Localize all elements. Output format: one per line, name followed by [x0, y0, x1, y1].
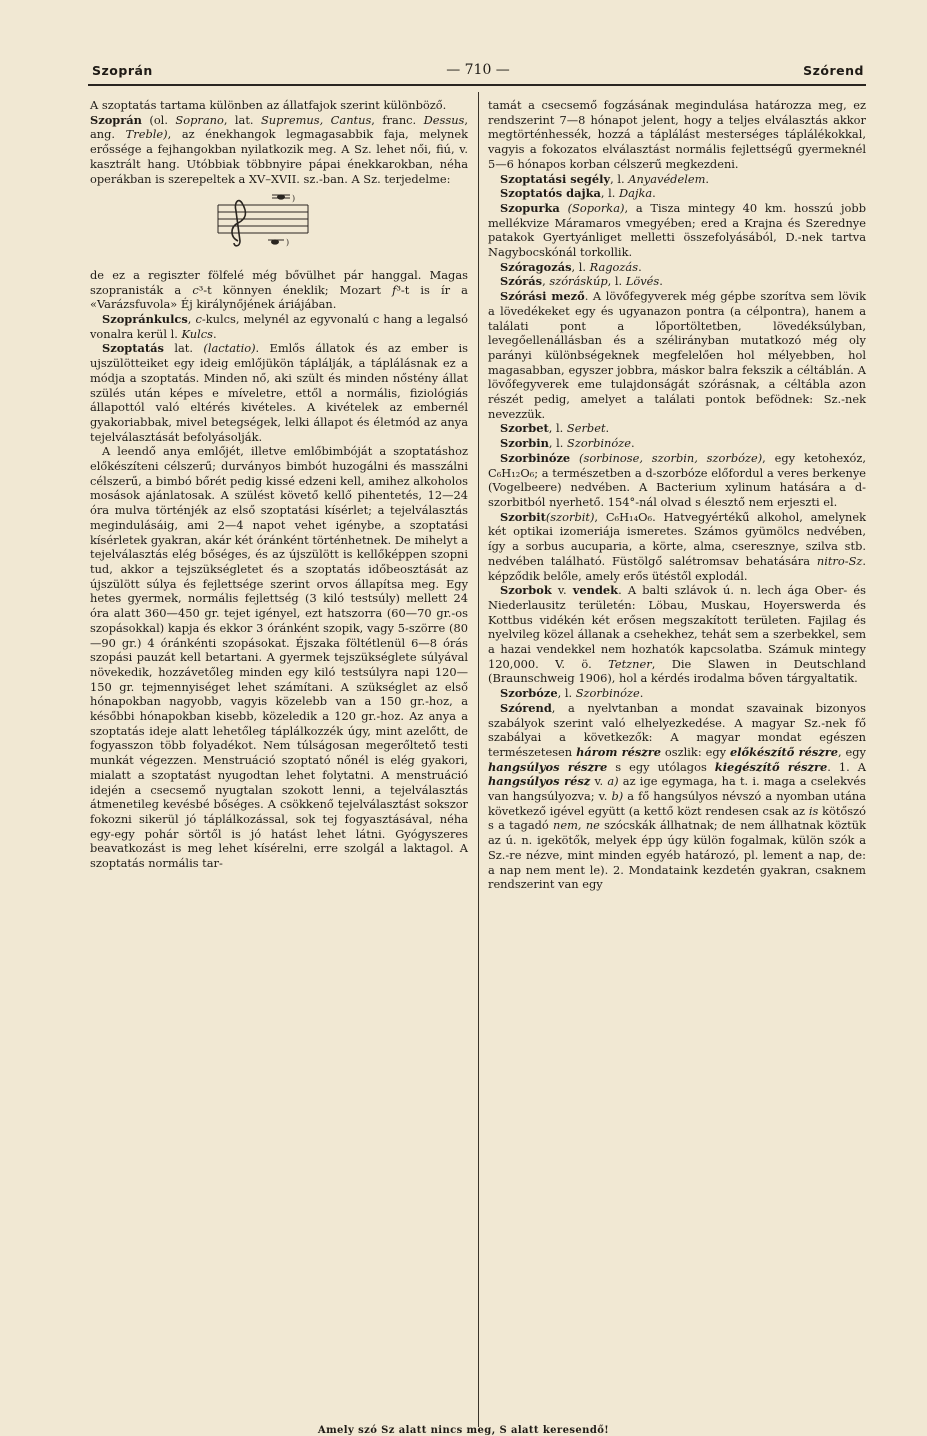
dictionary-entry: Szorbin, l. Szorbinóze. [500, 436, 635, 451]
dictionary-entry: de ez a regiszter fölfelé még bővülhet pár hanggal. Magas szopranisták a c³-t könnyen éneklik; Mozart f³-t is ír a «Varázsfuvola» Éj királynőjének áriájában. [90, 267, 468, 312]
running-head-left: Szoprán [92, 63, 153, 78]
dictionary-entry: Szórás, szóráskúp, l. Lövés. [500, 274, 663, 289]
svg-text:): ) [292, 194, 296, 204]
dictionary-entry: Szoptatási segély, l. Anyavédelem. [500, 171, 710, 186]
dictionary-entry: Szoptatás lat. (lactatio). Emlős állatok és az ember is ujszülötteiket egy ideig emlőjükön táplálják, a táplálásnak ez a módja a szoptatás. Minden nő, aki szült és minden nőstény állat szülés után képes e míveletre, ettől a normális, fiziológiás állapottól való eltérés kivételes. A kivételek az embernél gyakoriabbak, mivel betegségek, lelki állapot és életmód az anya tejelválasztását befolyásolják. [90, 341, 469, 444]
page-footer-note: Amely szó Sz alatt nincs meg, S alatt keresendő! [317, 1425, 610, 1436]
page-number: — 710 — [446, 62, 510, 78]
column-divider [478, 92, 479, 1427]
dictionary-entry: tamát a csecsemő fogzásának megindulása határozza meg, ez rendszerint 7—8 hónapot jelent, hogy a teljes elválasztás akkor megtörténhessék, hozzá a táplálást mesterséges táplálékokkal, vagyis a fokozatos elválasztást normális fejlettségű gyermeknél 5—6 hónapos korban célszerű megkezdeni. [488, 98, 866, 171]
left-column [90, 98, 468, 871]
dictionary-entry: Szórend, a nyelvtanban a mondat szavainak bizonyos szabályok szerint való elhelyezkedése. A magyar Sz.-nek fő szabályai a következők: A magyar mondat egészen természetesen három részre oszlik: egy előkészítő részre, egy hangsúlyos részre s egy utólagos kiegészítő részre. 1. A hangsúlyos rész v. a) az ige egymaga, ha t. i. maga a cselekvés van hangsúlyozva; v. b) a fő hangsúlyos névszó a nyomban utána következő igével együtt (a kettő közt rendesen csak az is kötőszó s a tagadó nem, ne szócskák állhatnak; de nem állhatnak köztük az ú. n. igekötők, melyek épp úgy külön fogalmak, külön szók a Sz.-re nézve, mint minden egyéb határozó, pl. lement a nap, de: a nap nem ment le). 2. Mondataink kezdetén gyakran, csaknem rendszerint van egy [488, 700, 866, 892]
dictionary-entry: Szopránkulcs, c-kulcs, melynél az egyvonalú c hang a legalsó vonalra kerül l. Kulcs. [90, 312, 468, 341]
dictionary-entry: A szoptatás tartama különben az állatfajok szerint különböző. [90, 98, 447, 112]
soprano-range-staff-figure [208, 193, 348, 255]
dictionary-entry: Szoptatós dajka, l. Dajka. [500, 186, 656, 201]
dictionary-entry: Szoprán (ol. Soprano, lat. Supremus, Cantus, franc. Dessus, ang. Treble), az énekhangok legmagasabbik faja, melynek erőssége a fejhangokban nyilatkozik meg. A Sz. lehet női, fiú, v. kasztrált hang. Utóbbiak többnyire pápai énekkarokban, néha operákban is szerepeltek a XV–XVII. sz.-ban. A Sz. terjedelme: [90, 112, 469, 186]
dictionary-entry: Szorbóze, l. Szorbinóze. [500, 686, 644, 701]
header-rule [88, 84, 866, 86]
dictionary-entry: A leendő anya emlőjét, illetve emlőbimbóját a szoptatáshoz előkészíteni célszerű; durványos bimbót huzogálni és masszálni célszerű, a bimbó bőrét pedig kissé edzeni kell, amihez alkoholos mosások ajánlatosak. A szülést követő kellő pihentetés, 12—24 óra mulva történjék az első szoptatási kísérlet; a tejelválasztás megindulásáig, ami 2—4 napot vehet igénybe, a szoptatási kísérletek gyakran, akár két óránként történhetnek. De mihelyt a tejelválasztás elég bőséges, és az újszülött is kellőképpen szopni tud, akkor a tejszükségletet és a szoptatás időbeosztását az újszülött súlya és fejlettsége szerint orvos állapítsa meg. Egy hetes gyermek, normális fejlettség (3 kiló testsúly) mellett 24 óra alatt 360—450 gr. tejet igényel, ezt hatszorra (60—70 gr.-os szopásokkal) kapja és ekkor 3 óránként szopik, vagy 5-szörre (80—90 gr.) 4 óránkénti szopásokat. Éjszaka föltétlenül 6—8 órás szopási pauzát kell betartani. A gyermek tejszükséglete súlyával növekedik, hozzávetőleg minden egy kiló testsúlyra napi 120—150 gr. tejmennyiséget lehet számítani. A szükséglet az első hónapokban nagyobb, vagyis közelebb van a 150 gr.-hoz, a későbbi hónapokban kisebb, közeledik a 120 gr.-hoz. Az anya a szoptatás ideje alatt lehetőleg táplálkozzék úgy, mint azelőtt, de fogyasszon több folyadékot. Nem túlságosan megerőltető testi munkát végezzen. Menstruáció szoptató nőnél is elég gyakori, mialatt a szoptatást nyugodtan lehet folytatni. A menstruáció idején a csecsemő nyugtalan szokott lenni, a tejelválasztás átmenetileg kevésbé bőséges. A csökkenő tejelválasztást sokszor fokozni sikerül jó táplálkozással, sok tej fogyasztásával, néha egy-egy pohár sörtől is jó hatást lehet látni. Gyógyszeres beavatkozást is meg lehet kísérelni, erre szolgál a laktagol. A szoptatás normális tar- [90, 444, 468, 871]
page-header [92, 63, 864, 83]
svg-text:): ) [286, 238, 290, 248]
dictionary-entry: Szorbit(szorbit), C₆H₁₄O₆. Hatvegyértékű alkohol, amelynek két optikai izomeriája ismeretes. Számos gyümölcs nedvében, így a sorbus aucuparia, a körte, alma, cseresznye, szilva stb. nedvében található. Füstölgő salétromsav behatására nitro-Sz. képződik belőle, amely erős ütéstől explodál. [488, 509, 866, 583]
dictionary-entry: Szopurka (Soporka), a Tisza mintegy 40 km. hosszú jobb mellékvize Máramaros vmegyében; ered a Krajna és Szerednye patakok Gyertyánliget melletti összefolyásából, D.-nek tartva Nagybocskónál torkollik. [488, 200, 866, 260]
dictionary-entry: Szorbet, l. Serbet. [500, 421, 610, 436]
dictionary-entry: Szorbok v. vendek. A balti szlávok ú. n. lech ága Ober- és Niederlausitz területén: Löbau, Muskau, Hoyerswerda és Kottbus vidékén két erősen megszakított területen. Fajilag és nyelvileg közel állanak a csehekhez, tehát sem a szerbekkel, sem a hazai vendekkel nem hozhatók kapcsolatba. Számuk mintegy 120,000. V. ö. Tetzner, Die Slawen in Deutschland (Braunschweig 1906), hol a kérdés irodalma bőven tárgyaltatik. [488, 583, 866, 686]
dictionary-entry: Szórási mező. A lövőfegyverek még gépbe szorítva sem lövik a lövedékeket egy és ugyanazon pontra (a célpontra), hanem a találati pont a lőportöltetben, lövedéksúlyban, levegőellenállásban és a szélirányban mutatkozó még oly parányi különbségeknek megfelelően hol mélyebben, hol magasabban, egyszer jobbra, máskor balra fekszik a céltáblán. A lövőfegyverek eme tulajdonságát szórásnak, a céltábla azon részét pedig, amelyet a találati pontok befödnek: Sz.-nek nevezzük. [488, 289, 866, 421]
running-head-right: Szórend [803, 63, 864, 78]
right-column [488, 98, 866, 892]
dictionary-entry: Szóragozás, l. Ragozás. [500, 259, 642, 274]
dictionary-entry: Szorbinóze (sorbinose, szorbin, szorbóze), egy ketohexóz, C₆H₁₂O₆; a természetben a d-szorbóze előfordul a veres berkenye (Vogelbeere) nedvében. A Bacterium xylinum hatására a d-szorbitból nyerhető. 154°-nál olvad s élesztő nem erjeszti el. [488, 450, 866, 509]
